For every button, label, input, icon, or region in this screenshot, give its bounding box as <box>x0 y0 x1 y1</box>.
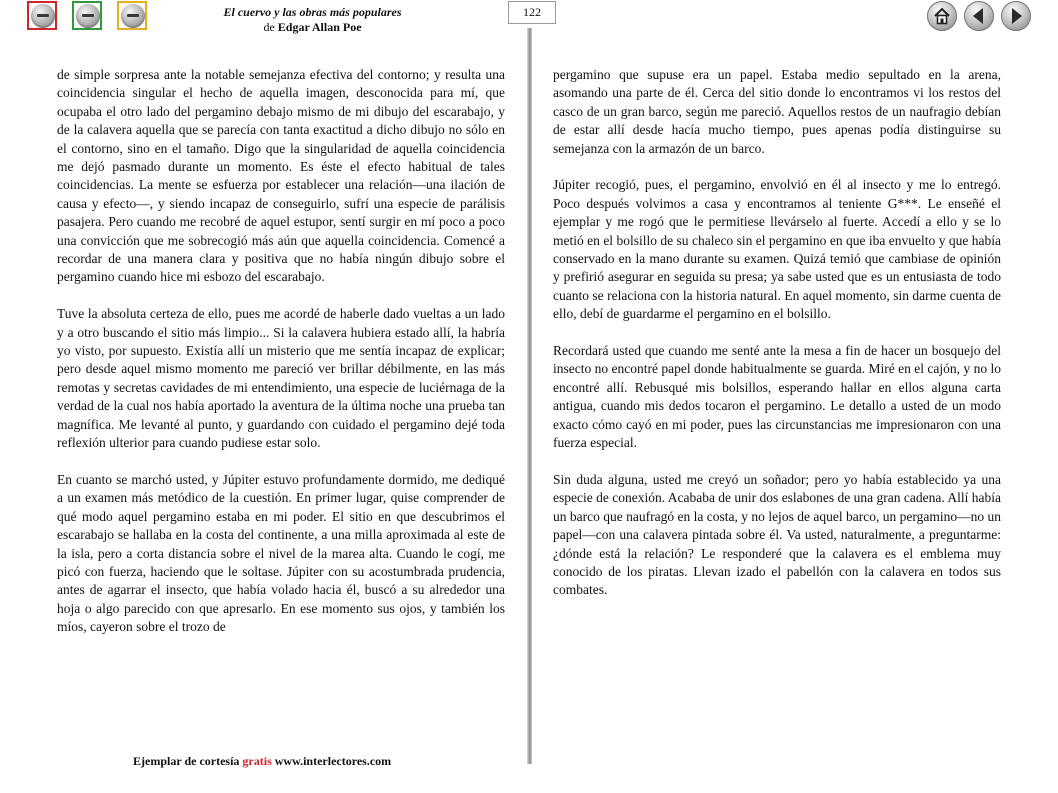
footer-prefix: Ejemplar de cortesía <box>133 754 240 768</box>
book-title: El cuervo y las obras más populares <box>223 5 402 19</box>
footer-gratis: gratis <box>242 754 272 768</box>
restore-window-button[interactable] <box>117 1 147 30</box>
paragraph: Sin duda alguna, usted me creyó un soñador; pero yo había establecido ya una especie de conexión. Acababa de unir dos eslabones de una gran cadena. Allí había un barco que naufragó en la costa, y no lejos de aquel barco, un pergamino—no un papel—con una calavera pintada sobre él. Va usted, naturalmente, a preguntarme: ¿dónde está la relación? Le responderé que la calavera es el emblema muy conocido de los piratas. Llevan izado el pabellón con la calavera en todos sus combates. <box>553 471 1001 598</box>
book-header <box>200 5 425 35</box>
paragraph: de simple sorpresa ante la notable semejanza efectiva del contorno; y resulta una coincidencia singular el hecho de aquella imagen, desconocida para mí, que ocupaba el otro lado del pergamino debajo mismo de mi dibujo del escarabajo, y de la calavera aquella que se parecía con tanta exactitud a dicho dibujo no sólo en el contorno, sino en el tamaño. Digo que la singularidad de aquella coincidencia me dejó pasmado durante un momento. Es éste el efecto habitual de tales coincidencias. La mente se esfuerza por establecer una relación—una ilación de causa y efecto—, y siendo incapaz de conseguirlo, sufrí una especie de parálisis pasajera. Pero cuando me recobré de aquel estupor, sentí surgir en mí poco a poco una convicción que me sobrecogió más aún que aquella coincidencia. Comencé a recordar de una manera clara y positiva que no había ningún dibujo sobre el pergamino cuando hice mi esbozo del escarabajo. <box>57 67 505 285</box>
arrow-right-icon <box>1001 1 1031 31</box>
paragraph: Tuve la absoluta certeza de ello, pues me acordé de haberle dado vueltas a un lado y a otro buscando el sitio más limpio... Si la calavera hubiera estado allí, la habría yo visto, por supuesto. Existía allí un misterio que me sentía incapaz de explicar; pero desde aquel mismo momento me pareció ver brillar débilmente, en las más remotas y secretas cavidades de mi entendimiento, una especie de luciérnaga de la verdad de la cual nos había aportado la aventura de la última noche una prueba tan magnífica. Me levanté al punto, y guardando con cuidado el pergamino dejé toda reflexión ulterior para cuando pudiese estar solo. <box>57 306 505 451</box>
right-page-text <box>553 66 1001 618</box>
author-prefix: de <box>263 20 275 34</box>
footer-url-link[interactable]: www.interlectores.com <box>274 754 392 768</box>
paragraph: En cuanto se marchó usted, y Júpiter estuvo profundamente dormido, me dediqué a un examen más metódico de la cuestión. En primer lugar, quise comprender de qué modo aquel pergamino estaba en mi poder. El sitio en que descubrimos el escarabajo se hallaba en la costa del continente, a una milla aproximada al este de la isla, pero a corta distancia sobre el nivel de la marea alta. Cuando le cogí, me picó con fuerza, haciendo que le soltase. Júpiter con su acostumbrada prudencia, antes de agarrar el insecto, que había volado hacia él, buscó a su alrededor una hoja o algo parecido con que apresarlo. En ese momento sus ojos, y también los míos, cayeron sobre el trozo de <box>57 471 505 635</box>
home-icon <box>927 1 957 31</box>
next-page-button[interactable] <box>1001 1 1031 31</box>
left-page-text <box>57 66 505 655</box>
page-number: 122 <box>508 1 556 24</box>
home-button[interactable] <box>927 1 957 31</box>
arrow-left-icon <box>964 1 994 31</box>
footer-credit <box>133 754 391 769</box>
close-window-button[interactable] <box>27 1 57 30</box>
book-spine <box>527 28 532 764</box>
paragraph: pergamino que supuse era un papel. Estaba medio sepultado en la arena, asomando una parte de él. Cerca del sitio donde lo encontramos vi los restos del casco de un gran barco, según me pareció. Aquellos restos de un naufragio debían de estar allí desde hacía mucho tiempo, pues apenas podía distinguirse su semejanza con la armazón de un barco. <box>553 67 1001 156</box>
paragraph: Recordará usted que cuando me senté ante la mesa a fin de hacer un bosquejo del insecto no encontré papel donde habitualmente se guarda. Miré en el cajón, y no lo encontré allí. Rebusqué mis bolsillos, esperando hallar en ellos alguna carta antigua, cuando mis dedos tocaron el pergamino. Le detallo a usted de un modo exacto cómo cayó en mi poder, pues las circunstancias me impresionaron con una fuerza especial. <box>553 343 1001 451</box>
book-author: Edgar Allan Poe <box>277 20 362 34</box>
previous-page-button[interactable] <box>964 1 994 31</box>
paragraph: Júpiter recogió, pues, el pergamino, envolvió en él al insecto y me lo entregó. Poco después volvimos a casa y encontramos al teniente G***. Le enseñé el ejemplar y me rogó que le permitiese llevárselo al fuerte. Accedí a ello y se lo metió en el bolsillo de su chaleco sin el pergamino en que iba envuelto y que había conservado en la mano durante su examen. Quizá temió que cambiase de opinión y prefirió asegurar en seguida su presa; ya sabe usted que es un entusiasta de todo cuanto se relaciona con la historia natural. En aquel momento, sin darme cuenta de ello, debí de guardarme el pergamino en el bolsillo. <box>553 177 1001 322</box>
minimize-window-button[interactable] <box>72 1 102 30</box>
book-author-line <box>200 20 425 35</box>
